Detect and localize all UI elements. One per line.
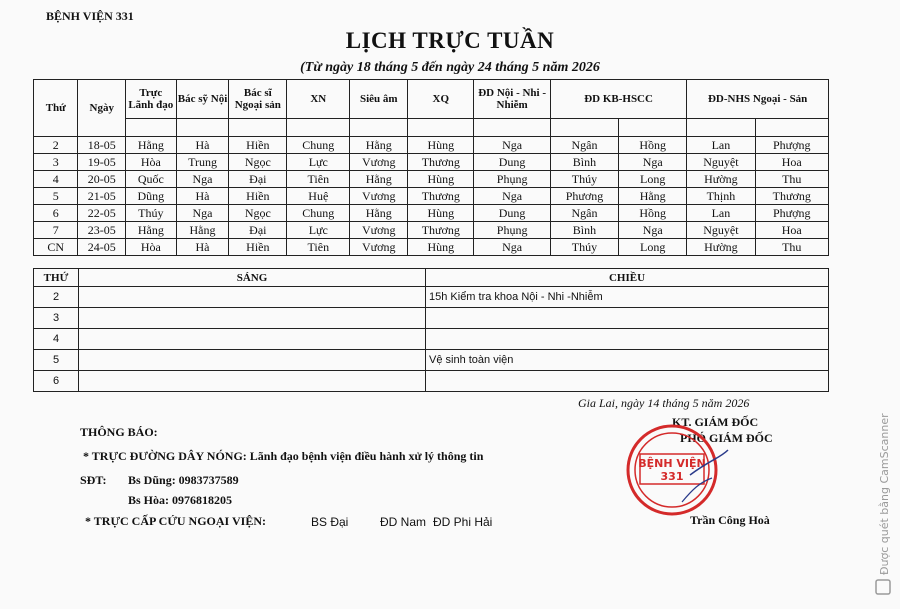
table-cell: Lan xyxy=(687,205,755,222)
col-header: THỨ xyxy=(34,269,79,287)
table-cell: 21-05 xyxy=(78,188,126,205)
emergency-label: * TRỰC CẤP CỨU NGOẠI VIỆN: xyxy=(85,514,267,528)
svg-text:BỆNH VIỆN: BỆNH VIỆN xyxy=(638,457,706,470)
col-header: ĐD Nội - Nhi - Nhiễm xyxy=(474,80,551,119)
hospital-stamp xyxy=(620,420,730,520)
table-cell: Dung xyxy=(474,205,551,222)
schedule-morning xyxy=(79,350,426,371)
table-cell: Trung xyxy=(176,154,229,171)
schedule-morning xyxy=(79,371,426,392)
table-cell: Hằng xyxy=(126,137,177,154)
table-row xyxy=(34,350,829,371)
table-cell: CN xyxy=(34,239,78,256)
table-cell: Nga xyxy=(619,154,687,171)
schedule-day: 2 xyxy=(34,287,79,308)
table-cell: Thương xyxy=(755,188,828,205)
schedule-afternoon xyxy=(426,371,829,392)
col-header: ĐD-NHS Ngoại - Sản xyxy=(687,80,829,119)
table-cell: Chung xyxy=(287,137,350,154)
table-cell: Thu xyxy=(755,239,828,256)
table-row xyxy=(34,287,829,308)
schedule-day: 3 xyxy=(34,308,79,329)
table-cell: Hà xyxy=(176,188,229,205)
table-cell: Thu xyxy=(755,171,828,188)
table-row xyxy=(34,239,829,256)
table-cell: Nga xyxy=(474,137,551,154)
table-cell: Vương xyxy=(350,188,408,205)
table-cell: 3 xyxy=(34,154,78,171)
schedule-afternoon xyxy=(426,308,829,329)
table-cell: Long xyxy=(619,239,687,256)
table-cell: Ngọc xyxy=(229,205,287,222)
table-cell: Hằng xyxy=(126,222,177,239)
schedule-morning xyxy=(79,329,426,350)
table-cell: Hiền xyxy=(229,239,287,256)
page-title: LỊCH TRỰC TUẦN xyxy=(345,28,555,53)
table-cell: Hiền xyxy=(229,188,287,205)
table-cell: Hồng xyxy=(619,205,687,222)
schedule-morning xyxy=(79,308,426,329)
phone-entry: Bs Hòa: 0976818205 xyxy=(128,493,233,507)
col-header: Siêu âm xyxy=(350,80,408,119)
table-cell: Vương xyxy=(350,239,408,256)
table-cell: Hà xyxy=(176,239,229,256)
table-cell: Nguyệt xyxy=(687,222,755,239)
table-row xyxy=(34,137,829,154)
table-row xyxy=(34,205,829,222)
table-cell: Hằng xyxy=(350,205,408,222)
table-cell: Hùng xyxy=(408,239,474,256)
table-cell: Hoa xyxy=(755,222,828,239)
table-cell: Nga xyxy=(176,205,229,222)
col-header: XQ xyxy=(408,80,474,119)
table-cell: Hoa xyxy=(755,154,828,171)
table-cell: Hòa xyxy=(126,239,177,256)
table-cell: 18-05 xyxy=(78,137,126,154)
table-cell: Phụng xyxy=(474,222,551,239)
col-header: Bác sĩ Ngoại sản xyxy=(229,80,287,119)
schedule-afternoon xyxy=(426,329,829,350)
camscanner-icon xyxy=(876,580,890,594)
emergency-staff: ĐD Nam xyxy=(380,515,427,529)
table-cell: Phương xyxy=(550,188,618,205)
table-row xyxy=(34,329,829,350)
table-cell: Lực xyxy=(287,222,350,239)
table-cell: 6 xyxy=(34,205,78,222)
table-cell: Tiên xyxy=(287,171,350,188)
table-cell: Thúy xyxy=(126,205,177,222)
date-range-subtitle: (Từ ngày 18 tháng 5 đến ngày 24 tháng 5 năm 2026 xyxy=(300,60,600,75)
table-cell: Dung xyxy=(474,154,551,171)
table-cell: Bình xyxy=(550,222,618,239)
schedule-day: 4 xyxy=(34,329,79,350)
table-cell: Vương xyxy=(350,154,408,171)
hospital-name: BỆNH VIỆN 331 xyxy=(46,9,134,23)
table-cell: Dũng xyxy=(126,188,177,205)
table-cell: Thịnh xyxy=(687,188,755,205)
col-header: Ngày xyxy=(78,80,126,137)
table-cell: Long xyxy=(619,171,687,188)
table-cell: Nga xyxy=(176,171,229,188)
schedule-day: 5 xyxy=(34,350,79,371)
col-header: Trực Lãnh đạo xyxy=(126,80,177,119)
svg-text:Được quét bằng CamScanner: Được quét bằng CamScanner xyxy=(878,413,891,575)
col-header: ĐD KB-HSCC xyxy=(550,80,686,119)
table-cell: Bình xyxy=(550,154,618,171)
table-cell: 24-05 xyxy=(78,239,126,256)
table-cell: 7 xyxy=(34,222,78,239)
table-cell: Nga xyxy=(474,239,551,256)
signature-date: Gia Lai, ngày 14 tháng 5 năm 2026 xyxy=(578,396,750,410)
table-cell: Hà xyxy=(176,137,229,154)
col-header: XN xyxy=(287,80,350,119)
table-cell: Nguyệt xyxy=(687,154,755,171)
table-cell: Hằng xyxy=(350,137,408,154)
signatory-name: Trần Công Hoà xyxy=(690,513,770,527)
table-cell: Hiền xyxy=(229,137,287,154)
table-cell: 5 xyxy=(34,188,78,205)
weekly-schedule-table xyxy=(33,268,829,392)
camscanner-watermark xyxy=(868,410,898,605)
table-cell: Đại xyxy=(229,222,287,239)
table-row xyxy=(34,222,829,239)
table-cell: Hùng xyxy=(408,137,474,154)
col-header: Bác sỹ Nội xyxy=(176,80,229,119)
phone-entry: Bs Dũng: 0983737589 xyxy=(128,473,239,487)
emergency-staff: ĐD Phi Hải xyxy=(433,515,493,529)
notice-heading: THÔNG BÁO: xyxy=(80,425,158,439)
table-cell: Thúy xyxy=(550,239,618,256)
table-cell: Hường xyxy=(687,171,755,188)
table-cell: Phượng xyxy=(755,137,828,154)
table-row xyxy=(34,171,829,188)
table-cell: Thương xyxy=(408,188,474,205)
col-header: CHIỀU xyxy=(426,269,829,287)
table-cell: Hùng xyxy=(408,171,474,188)
table-cell: 22-05 xyxy=(78,205,126,222)
table-cell: Hằng xyxy=(350,171,408,188)
table-cell: Vương xyxy=(350,222,408,239)
table-cell: Quốc xyxy=(126,171,177,188)
table-cell: Tiên xyxy=(287,239,350,256)
schedule-afternoon: 15h Kiểm tra khoa Nội - Nhi -Nhiễm xyxy=(426,287,829,308)
table-cell: 19-05 xyxy=(78,154,126,171)
table-cell: Hùng xyxy=(408,205,474,222)
table-row xyxy=(34,154,829,171)
schedule-morning xyxy=(79,287,426,308)
table-cell: Hằng xyxy=(619,188,687,205)
col-header: SÁNG xyxy=(79,269,426,287)
table-row xyxy=(34,371,829,392)
table-cell: 20-05 xyxy=(78,171,126,188)
signature-title: KT. GIÁM ĐỐC xyxy=(672,415,759,429)
phone-label: SĐT: xyxy=(80,473,107,487)
duty-roster-table xyxy=(33,79,829,256)
table-cell: Ngọc xyxy=(229,154,287,171)
svg-text:331: 331 xyxy=(660,470,684,483)
table-cell: Huệ xyxy=(287,188,350,205)
table-row xyxy=(34,188,829,205)
table-cell: Thương xyxy=(408,154,474,171)
table-cell: Chung xyxy=(287,205,350,222)
table-cell: 2 xyxy=(34,137,78,154)
table-cell: Lan xyxy=(687,137,755,154)
table-row xyxy=(34,308,829,329)
table-cell: Hằng xyxy=(176,222,229,239)
table-cell: Hòa xyxy=(126,154,177,171)
table-cell: Lực xyxy=(287,154,350,171)
table-cell: Ngân xyxy=(550,137,618,154)
table-cell: Nga xyxy=(474,188,551,205)
signature-subtitle: PHÓ GIÁM ĐỐC xyxy=(680,431,773,445)
table-cell: Hường xyxy=(687,239,755,256)
table-cell: 23-05 xyxy=(78,222,126,239)
table-cell: 4 xyxy=(34,171,78,188)
table-cell: Nga xyxy=(619,222,687,239)
table-cell: Thương xyxy=(408,222,474,239)
table-cell: Hồng xyxy=(619,137,687,154)
schedule-day: 6 xyxy=(34,371,79,392)
schedule-afternoon: Vệ sinh toàn viện xyxy=(426,350,829,371)
emergency-staff: BS Đại xyxy=(311,515,349,529)
hotline-note: * TRỰC ĐƯỜNG DÂY NÓNG: Lãnh đạo bệnh viện điều hành xử lý thông tin xyxy=(83,449,484,463)
table-cell: Phụng xyxy=(474,171,551,188)
table-cell: Thúy xyxy=(550,171,618,188)
col-header: Thứ xyxy=(34,80,78,137)
table-cell: Phượng xyxy=(755,205,828,222)
table-cell: Đại xyxy=(229,171,287,188)
table-cell: Ngân xyxy=(550,205,618,222)
